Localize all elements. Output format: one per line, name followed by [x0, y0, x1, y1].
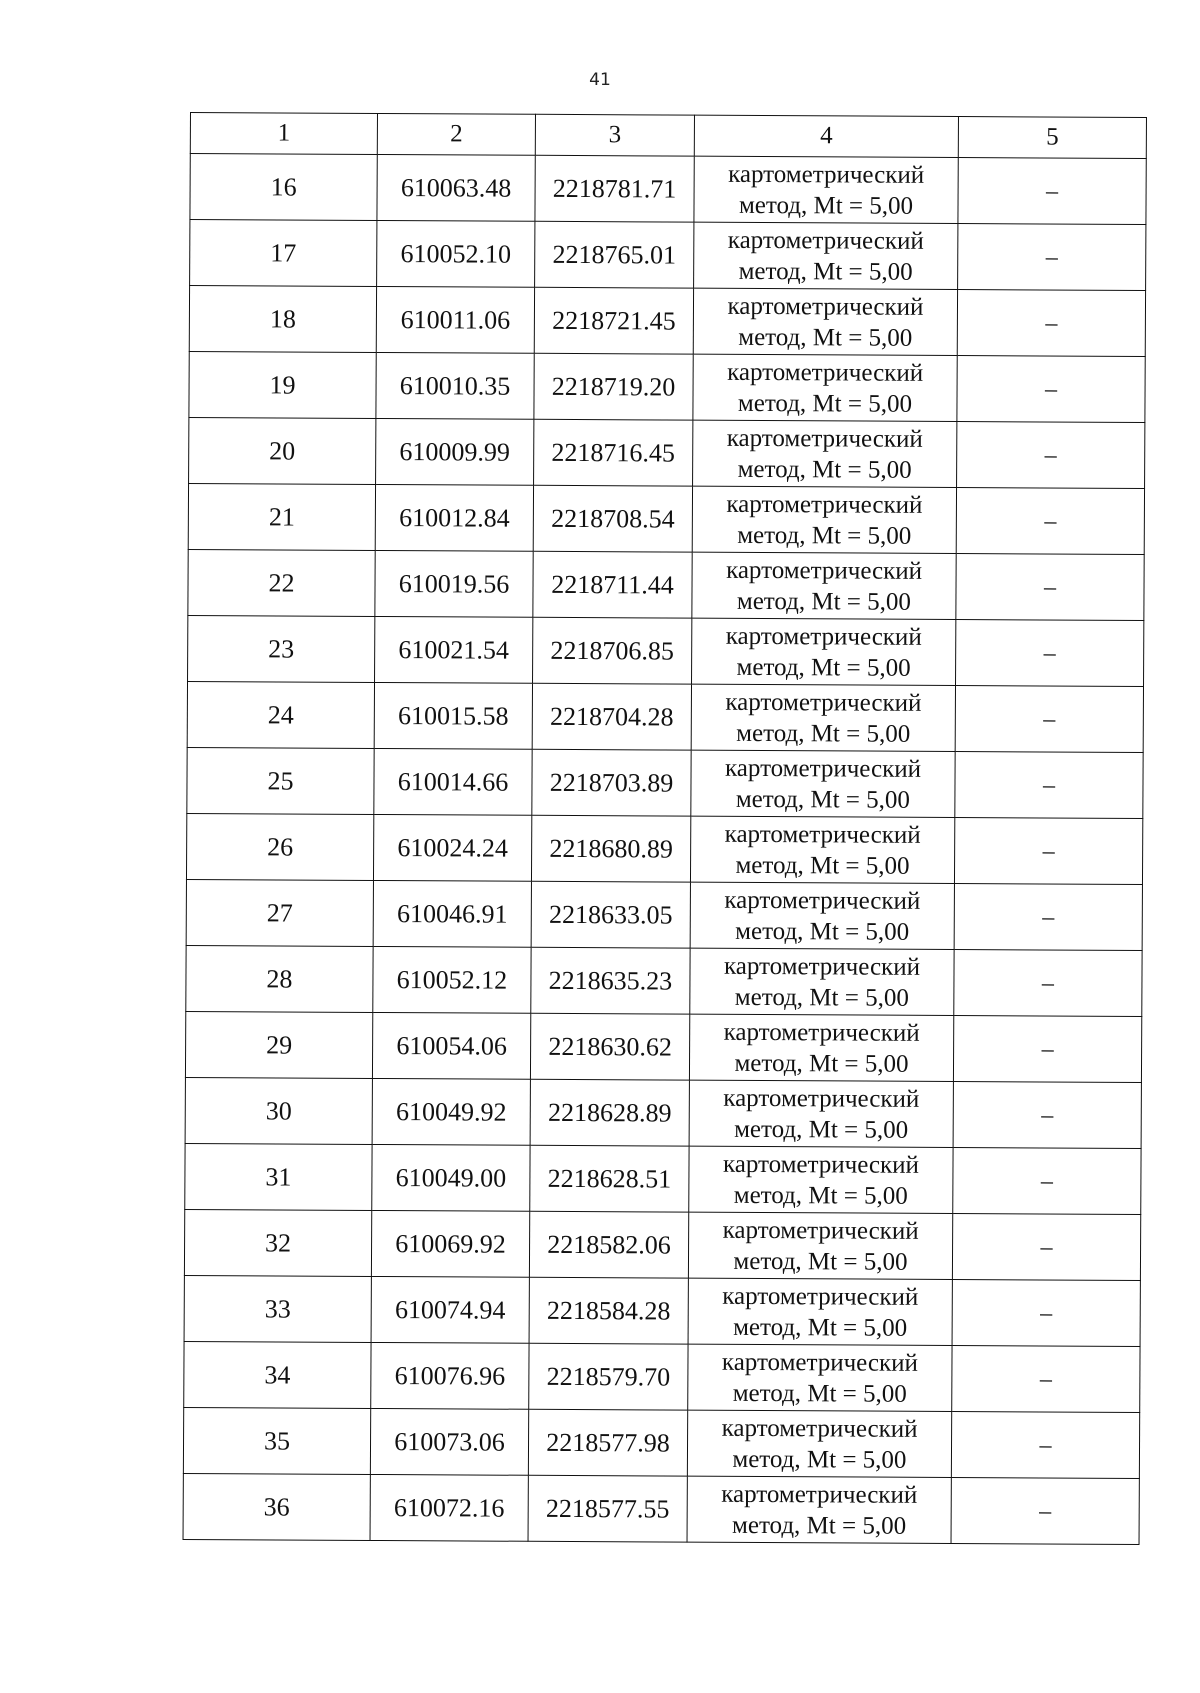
y-coordinate-cell: 2218635.23 [531, 947, 690, 1014]
method-cell: картометрический метод, Mt = 5,00 [693, 420, 957, 487]
note-cell: – [951, 1478, 1139, 1545]
y-coordinate-cell: 2218579.70 [529, 1343, 688, 1410]
point-number-cell: 16 [190, 154, 377, 221]
method-cell: картометрический метод, Mt = 5,00 [690, 948, 954, 1015]
method-cell: картометрический метод, Mt = 5,00 [687, 1410, 951, 1477]
table-header [190, 113, 1146, 159]
method-cell: картометрический метод, Mt = 5,00 [688, 1344, 952, 1411]
table-row [188, 483, 1144, 554]
y-coordinate-cell: 2218721.45 [534, 287, 693, 354]
y-coordinate-cell: 2218706.85 [533, 617, 692, 684]
method-cell: картометрический метод, Mt = 5,00 [691, 684, 955, 751]
x-coordinate-cell: 610014.66 [374, 748, 532, 815]
point-number-cell: 31 [185, 1143, 372, 1210]
y-coordinate-cell: 2218577.55 [528, 1475, 687, 1542]
y-coordinate-cell: 2218781.71 [535, 155, 694, 222]
page-number: 41 [589, 70, 611, 90]
table-row [186, 945, 1142, 1016]
y-coordinate-cell: 2218584.28 [529, 1277, 688, 1344]
method-cell: картометрический метод, Mt = 5,00 [692, 486, 956, 553]
note-cell: – [958, 158, 1146, 225]
point-number-cell: 35 [183, 1407, 370, 1474]
note-cell: – [957, 290, 1145, 357]
method-cell: картометрический метод, Mt = 5,00 [689, 1080, 953, 1147]
y-coordinate-cell: 2218719.20 [534, 353, 693, 420]
table-row [183, 1473, 1139, 1544]
point-number-cell: 18 [189, 286, 376, 353]
x-coordinate-cell: 610012.84 [375, 484, 533, 551]
y-coordinate-cell: 2218582.06 [529, 1211, 688, 1278]
x-coordinate-cell: 610052.12 [373, 946, 531, 1013]
table-row [185, 1077, 1141, 1148]
point-number-cell: 25 [187, 747, 374, 814]
header-col-1: 1 [190, 113, 377, 155]
y-coordinate-cell: 2218628.51 [530, 1145, 689, 1212]
note-cell: – [958, 224, 1146, 291]
table-row [185, 1011, 1141, 1082]
note-cell: – [954, 950, 1142, 1017]
table-row [184, 1209, 1140, 1280]
note-cell: – [957, 422, 1145, 489]
header-col-3: 3 [535, 114, 694, 156]
x-coordinate-cell: 610063.48 [377, 154, 535, 221]
method-cell: картометрический метод, Mt = 5,00 [693, 288, 957, 355]
table-row [189, 417, 1145, 488]
note-cell: – [954, 818, 1142, 885]
x-coordinate-cell: 610010.35 [376, 352, 534, 419]
x-coordinate-cell: 610072.16 [370, 1474, 528, 1541]
note-cell: – [957, 356, 1145, 423]
table-row [186, 813, 1142, 884]
y-coordinate-cell: 2218633.05 [531, 881, 690, 948]
point-number-cell: 34 [184, 1341, 371, 1408]
y-coordinate-cell: 2218708.54 [533, 485, 692, 552]
y-coordinate-cell: 2218577.98 [528, 1409, 687, 1476]
x-coordinate-cell: 610011.06 [376, 286, 534, 353]
method-cell: картометрический метод, Mt = 5,00 [689, 1146, 953, 1213]
table-row [184, 1341, 1140, 1412]
point-number-cell: 24 [187, 681, 374, 748]
table-row [186, 879, 1142, 950]
method-cell: картометрический метод, Mt = 5,00 [694, 222, 958, 289]
y-coordinate-cell: 2218630.62 [530, 1013, 689, 1080]
x-coordinate-cell: 610052.10 [377, 220, 535, 287]
method-cell: картометрический метод, Mt = 5,00 [688, 1278, 952, 1345]
point-number-cell: 27 [186, 879, 373, 946]
note-cell: – [955, 686, 1143, 753]
table-row [183, 1407, 1139, 1478]
point-number-cell: 20 [189, 417, 376, 484]
method-cell: картометрический метод, Mt = 5,00 [690, 816, 954, 883]
point-number-cell: 33 [184, 1275, 371, 1342]
x-coordinate-cell: 610046.91 [373, 880, 531, 947]
method-cell: картометрический метод, Mt = 5,00 [693, 354, 957, 421]
x-coordinate-cell: 610076.96 [371, 1342, 529, 1409]
point-number-cell: 29 [185, 1011, 372, 1078]
note-cell: – [956, 488, 1144, 555]
x-coordinate-cell: 610069.92 [371, 1210, 529, 1277]
x-coordinate-cell: 610019.56 [375, 550, 533, 617]
point-number-cell: 23 [188, 615, 375, 682]
method-cell: картометрический метод, Mt = 5,00 [690, 882, 954, 949]
note-cell: – [952, 1280, 1140, 1347]
x-coordinate-cell: 610015.58 [374, 682, 532, 749]
x-coordinate-cell: 610021.54 [375, 616, 533, 683]
y-coordinate-cell: 2218628.89 [530, 1079, 689, 1146]
method-cell: картометрический метод, Mt = 5,00 [689, 1014, 953, 1081]
point-number-cell: 32 [184, 1209, 371, 1276]
method-cell: картометрический метод, Mt = 5,00 [688, 1212, 952, 1279]
table-row [190, 220, 1146, 291]
table-row [189, 286, 1145, 357]
y-coordinate-cell: 2218765.01 [535, 221, 694, 288]
x-coordinate-cell: 610049.92 [372, 1078, 530, 1145]
table-row [188, 615, 1144, 686]
point-number-cell: 36 [183, 1473, 370, 1540]
note-cell: – [953, 1016, 1141, 1083]
header-col-4: 4 [694, 115, 958, 157]
method-cell: картометрический метод, Mt = 5,00 [694, 156, 958, 223]
note-cell: – [953, 1148, 1141, 1215]
y-coordinate-cell: 2218703.89 [532, 749, 691, 816]
note-cell: – [953, 1082, 1141, 1149]
header-col-2: 2 [377, 113, 535, 155]
method-cell: картометрический метод, Mt = 5,00 [692, 618, 956, 685]
header-col-5: 5 [958, 117, 1146, 159]
note-cell: – [955, 752, 1143, 819]
point-number-cell: 28 [186, 945, 373, 1012]
x-coordinate-cell: 610049.00 [372, 1144, 530, 1211]
method-cell: картометрический метод, Mt = 5,00 [687, 1476, 951, 1543]
table-row [184, 1275, 1140, 1346]
point-number-cell: 22 [188, 549, 375, 616]
table-row [187, 747, 1143, 818]
table-row [190, 154, 1146, 225]
y-coordinate-cell: 2218716.45 [534, 419, 693, 486]
note-cell: – [956, 554, 1144, 621]
point-number-cell: 26 [186, 813, 373, 880]
coordinates-table [183, 112, 1147, 1545]
method-cell: картометрический метод, Mt = 5,00 [691, 750, 955, 817]
x-coordinate-cell: 610024.24 [373, 814, 531, 881]
header-row [190, 113, 1146, 159]
point-number-cell: 19 [189, 351, 376, 418]
x-coordinate-cell: 610009.99 [376, 418, 534, 485]
table-row [188, 549, 1144, 620]
x-coordinate-cell: 610073.06 [370, 1408, 528, 1475]
y-coordinate-cell: 2218704.28 [532, 683, 691, 750]
x-coordinate-cell: 610074.94 [371, 1276, 529, 1343]
note-cell: – [951, 1412, 1139, 1479]
note-cell: – [954, 884, 1142, 951]
table-row [189, 351, 1145, 422]
method-cell: картометрический метод, Mt = 5,00 [692, 552, 956, 619]
note-cell: – [956, 620, 1144, 687]
y-coordinate-cell: 2218711.44 [533, 551, 692, 618]
point-number-cell: 30 [185, 1077, 372, 1144]
point-number-cell: 21 [188, 483, 375, 550]
x-coordinate-cell: 610054.06 [372, 1012, 530, 1079]
y-coordinate-cell: 2218680.89 [531, 815, 690, 882]
note-cell: – [952, 1214, 1140, 1281]
table-row [187, 681, 1143, 752]
table-row [185, 1143, 1141, 1214]
table-body [183, 154, 1146, 1545]
point-number-cell: 17 [190, 220, 377, 287]
note-cell: – [952, 1346, 1140, 1413]
